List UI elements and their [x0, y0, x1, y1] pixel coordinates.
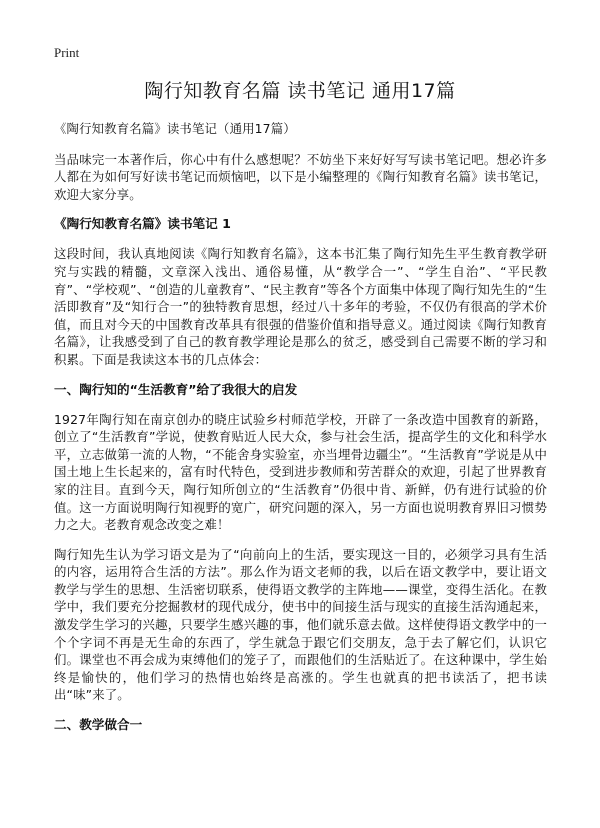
page-title: 陶行知教育名篇 读书笔记 通用17篇	[144, 80, 456, 102]
article-body	[54, 120, 547, 746]
section-heading: 《陶行知教育名篇》读书笔记 1	[54, 216, 231, 232]
intro-paragraph: 当品味完一本著作后，你心中有什么感想呢？不妨坐下来好好写写读书笔记吧。想必许多人都在为如何写好读书笔记而烦恼吧，以下是小编整理的《陶行知教育名篇》读书笔记，欢迎大家分享。	[54, 151, 547, 202]
subheading-1: 一、陶行知的“生活教育”给了我很大的启发	[54, 381, 298, 397]
body-paragraph-1: 这段时间，我认真地阅读《陶行知教育名篇》，这本书汇集了陶行知先生平生教育教学研究与实践的精髓，文章深入浅出、通俗易懂，从“教学合一”、“学生自治”、“平民教育”、“学校观”、“创造的儿童教育”、“民主教育”等各个方面集中体现了陶行知先生的“生活即教育”及“知行合一”的独特教育思想，经过八十多年的考验，不仅仍有很高的学术价值，而且对今天的中国教育改革具有很强的借鉴价值和指导意义。通过阅读《陶行知教育名篇》，让我感受到了自己的教育教学理论是那么的贫乏，感受到自己需要不断的学习和积累。下面是我读这本书的几点体会：	[54, 246, 547, 367]
document-subtitle: 《陶行知教育名篇》读书笔记（通用17篇）	[54, 121, 296, 136]
body-paragraph-3: 陶行知先生认为学习语文是为了“向前向上的生活，要实现这一目的，必须学习具有生活的内容，运用符合生活的方法”。那么作为语文老师的我，以后在语文教学中，要让语文教学与学生的思想、生活密切联系，使得语文教学的主阵地——课堂，变得生活化。在教学中，我们要充分挖掘教材的现代成分，使书中的间接生活与现实的直接生活沟通起来，激发学生学习的兴趣，只要学生感兴趣的事，他们就乐意去做。这样使得语文教学中的一个个字词不再是无生命的东西了，学生就急于跟它们交朋友，急于去了解它们，认识它们。课堂也不再会成为束缚他们的笼子了，而跟他们的生活贴近了。在这种课中，学生始终是愉快的，他们学习的热情也始终是高涨的。学生也就真的把书读活了，把书读出“味”来了。	[54, 546, 547, 703]
subheading-2: 二、教学做合一	[54, 717, 143, 733]
body-paragraph-2: 1927年陶行知在南京创办的晓庄试验乡村师范学校，开辟了一条改造中国教育的新路，创立了“生活教育”学说，使教育贴近人民大众，参与社会生活，提高学生的文化和科学水平，立志做第一流的人物，“不能舍身实验室，亦当埋骨边疆尘”。“生活教育”学说是从中国土地上生长起来的，富有时代特色，受到进步教师和劳苦群众的欢迎，引起了世界教育家的注目。直到今天，陶行知所创立的“生活教育”仍很中肯、新鲜，仍有进行试验的价值。这一方面说明陶行知视野的宽广，研究问题的深入，另一方面也说明教育界旧习惯势力之大。老教育观念改变之难！	[54, 411, 547, 533]
print-link[interactable]: Print	[54, 45, 80, 60]
